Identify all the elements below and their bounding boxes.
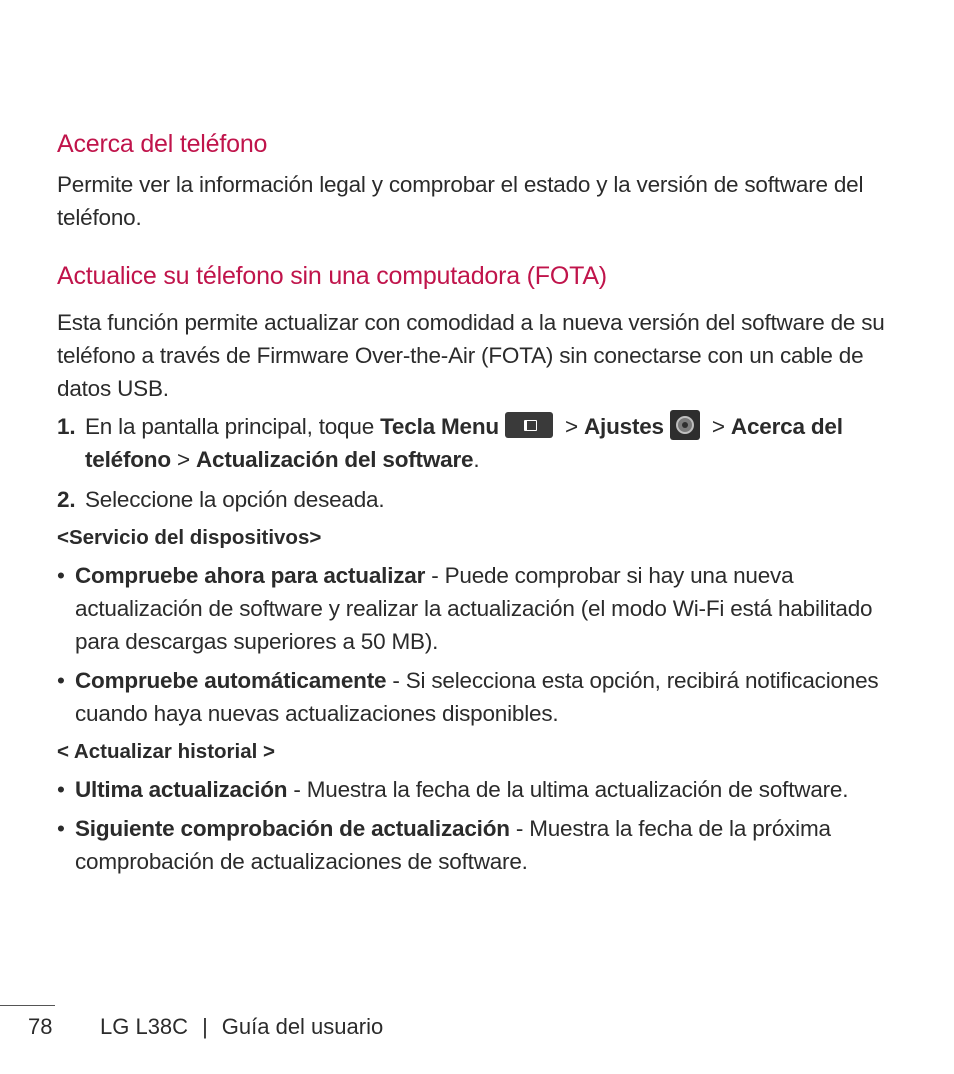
settings-icon [670, 410, 700, 440]
about-phone-label: Acerca del teléfono [85, 414, 843, 472]
step-text [85, 410, 917, 476]
bullet-icon: • [57, 668, 65, 693]
menu-key-label: Tecla Menu [380, 414, 499, 439]
fota-heading: Actualice su télefono sin una computadora (FOTA) [57, 262, 607, 290]
footer-model: LG L38C [100, 1014, 189, 1039]
list-item-text [75, 664, 917, 730]
page-number: 78 [28, 1014, 53, 1039]
list-item-title: Compruebe ahora para actualizar [75, 563, 426, 588]
path-separator: > [170, 447, 196, 472]
history-section-label: < Actualizar historial > [57, 740, 275, 763]
bullet-icon: • [57, 816, 65, 841]
step-1-intro: En la pantalla principal, toque [85, 414, 381, 439]
list-item [57, 812, 917, 878]
list-item-text [75, 559, 917, 658]
path-separator: > [705, 414, 731, 439]
list-item-desc: - Puede comprobar si hay una nueva actualización de software y realizar la actualización (el modo Wi-Fi está habilitado para descargas superiores a 50 MB). [75, 563, 873, 654]
software-update-label: Actualización del software [195, 447, 474, 472]
about-body: Permite ver la información legal y comprobar el estado y la versión de software del teléfono. [57, 172, 864, 230]
step-2 [57, 483, 917, 516]
list-item [57, 773, 917, 806]
settings-label: Ajustes [583, 414, 664, 439]
page-content [57, 126, 917, 878]
list-item-text [75, 773, 917, 806]
footer-separator: | [202, 1014, 208, 1039]
step-1 [57, 410, 917, 476]
list-item-desc: - Si selecciona esta opción, recibirá notificaciones cuando haya nuevas actualizaciones disponibles. [75, 668, 879, 726]
step-1-end: . [473, 447, 480, 472]
list-item-title: Compruebe automáticamente [75, 668, 387, 693]
path-separator: > [558, 414, 584, 439]
list-item [57, 664, 917, 730]
list-item-desc: - Muestra la fecha de la próxima comprobación de actualizaciones de software. [75, 816, 831, 874]
list-item-title: Ultima actualización [75, 777, 288, 802]
step-number: 2. [57, 487, 76, 512]
list-item-title: Siguiente comprobación de actualización [75, 816, 510, 841]
service-section-label: <Servicio del dispositivos> [57, 526, 322, 549]
step-text: Seleccione la opción deseada. [85, 487, 385, 512]
list-item-text [75, 812, 917, 878]
step-number: 1. [57, 414, 76, 439]
about-heading: Acerca del teléfono [57, 130, 268, 158]
footer-guide: Guía del usuario [221, 1014, 384, 1039]
menu-key-icon [505, 412, 553, 438]
list-item [57, 559, 917, 658]
bullet-icon: • [57, 777, 65, 802]
footer-divider [0, 1005, 55, 1006]
list-item-desc: - Muestra la fecha de la ultima actualización de software. [287, 777, 849, 802]
bullet-icon: • [57, 563, 65, 588]
fota-body: Esta función permite actualizar con comodidad a la nueva versión del software de su teléfono a través de Firmware Over-the-Air (FOTA) sin conectarse con un cable de datos USB. [57, 310, 885, 401]
footer [28, 1012, 383, 1042]
